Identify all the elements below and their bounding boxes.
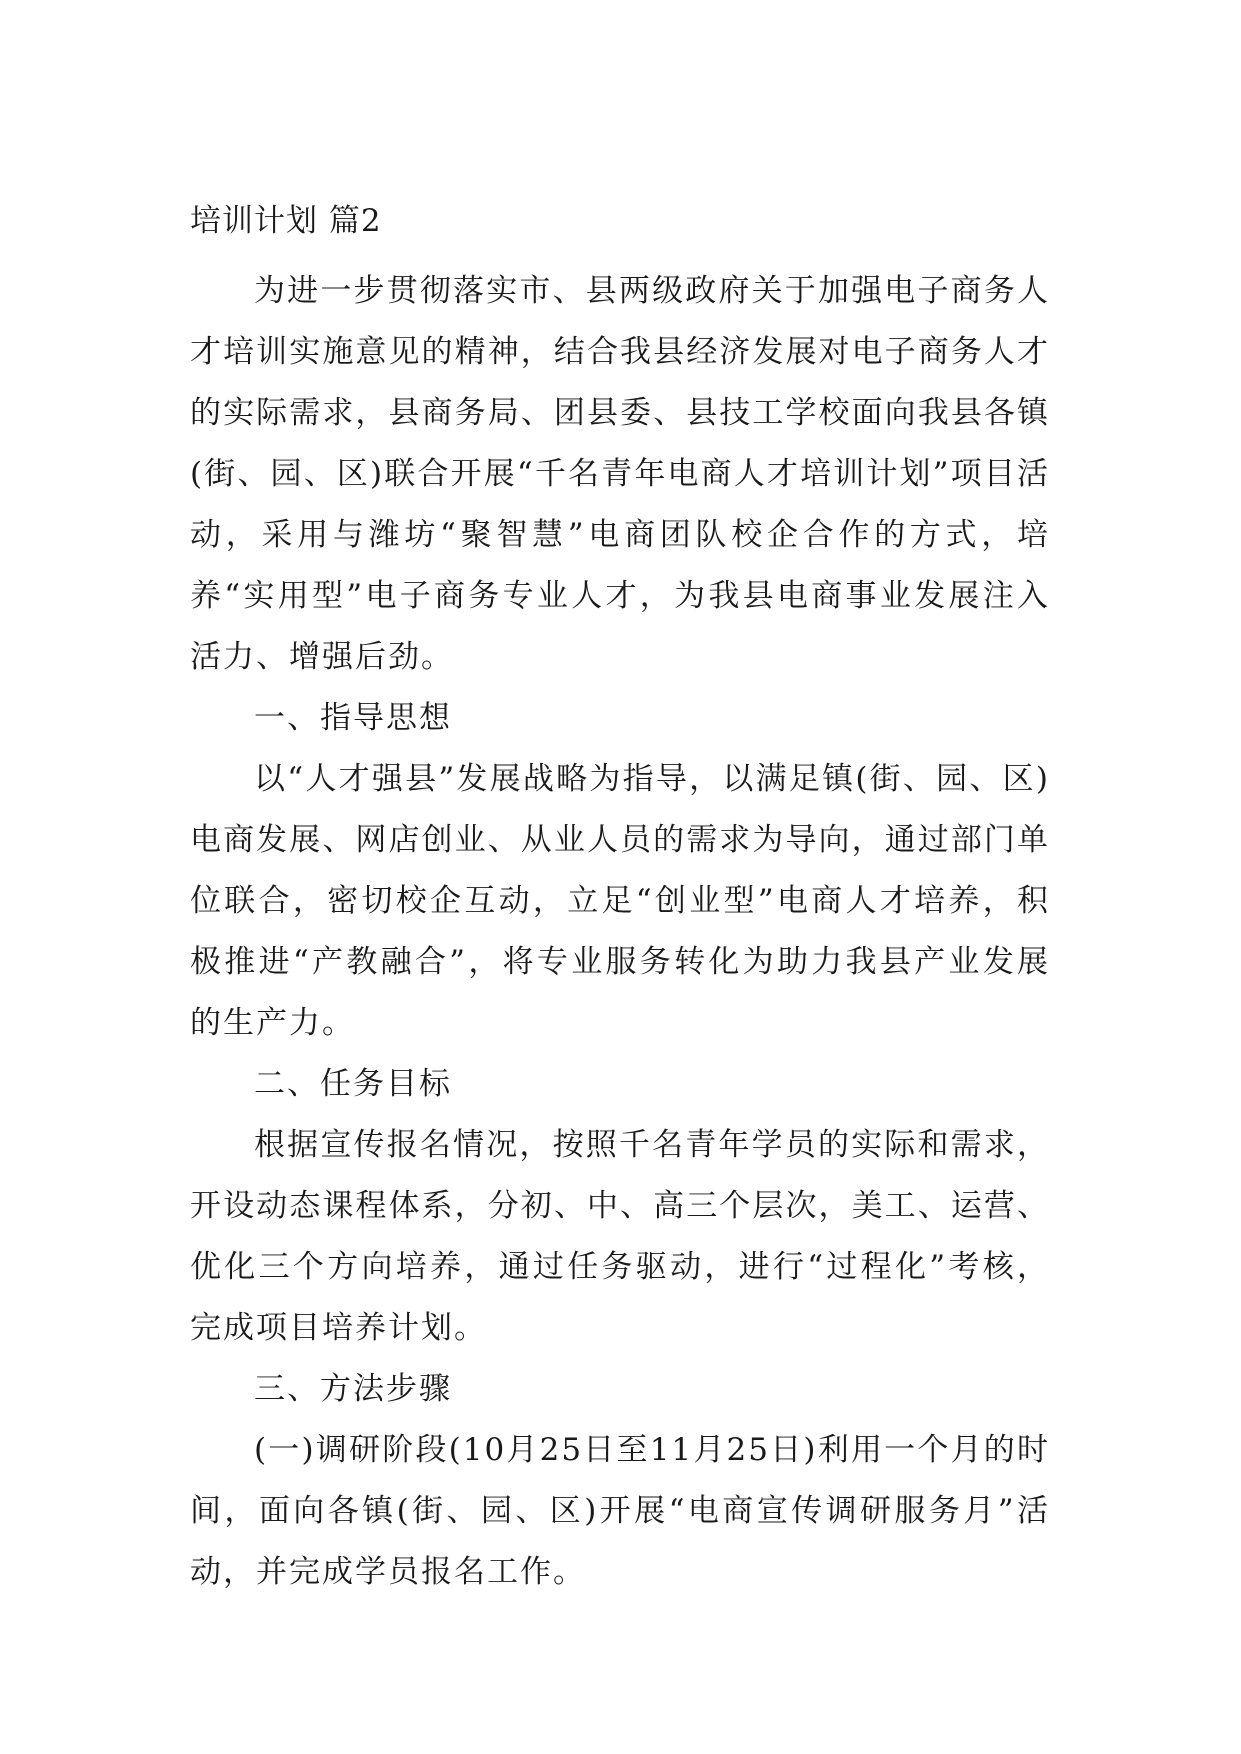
- section-heading-task-goals: 二、任务目标: [254, 1066, 452, 1102]
- section-body-task-goals: 根据宣传报名情况，按照千名青年学员的实际和需求，开设动态课程体系，分初、中、高三个层次，美工、运营、优化三个方向培养，通过任务驱动，进行“过程化”考核，完成项目培养计划。: [190, 1127, 1050, 1346]
- section-heading-method-steps: 三、方法步骤: [254, 1371, 452, 1407]
- document-page: [190, 200, 1050, 1603]
- intro-paragraph: 为进一步贯彻落实市、县两级政府关于加强电子商务人才培训实施意见的精神，结合我县经济发展对电子商务人才的实际需求，县商务局、团县委、县技工学校面向我县各镇(街、园、区)联合开展“千名青年电商人才培训计划”项目活动，采用与潍坊“聚智慧”电商团队校企合作的方式，培养“实用型”电子商务专业人才，为我县电商事业发展注入活力、增强后劲。: [190, 273, 1050, 675]
- section-body-method-steps: (一)调研阶段(10月25日至11月25日)利用一个月的时间，面向各镇(街、园、区)开展“电商宣传调研服务月”活动，并完成学员报名工作。: [190, 1432, 1050, 1590]
- section-heading-guiding-ideology: 一、指导思想: [254, 700, 452, 736]
- document-title: 培训计划 篇2: [190, 203, 382, 239]
- section-body-guiding-ideology: 以“人才强县”发展战略为指导，以满足镇(街、园、区)电商发展、网店创业、从业人员的需求为导向，通过部门单位联合，密切校企互动，立足“创业型”电商人才培养，积极推进“产教融合”，将专业服务转化为助力我县产业发展的生产力。: [190, 761, 1050, 1041]
